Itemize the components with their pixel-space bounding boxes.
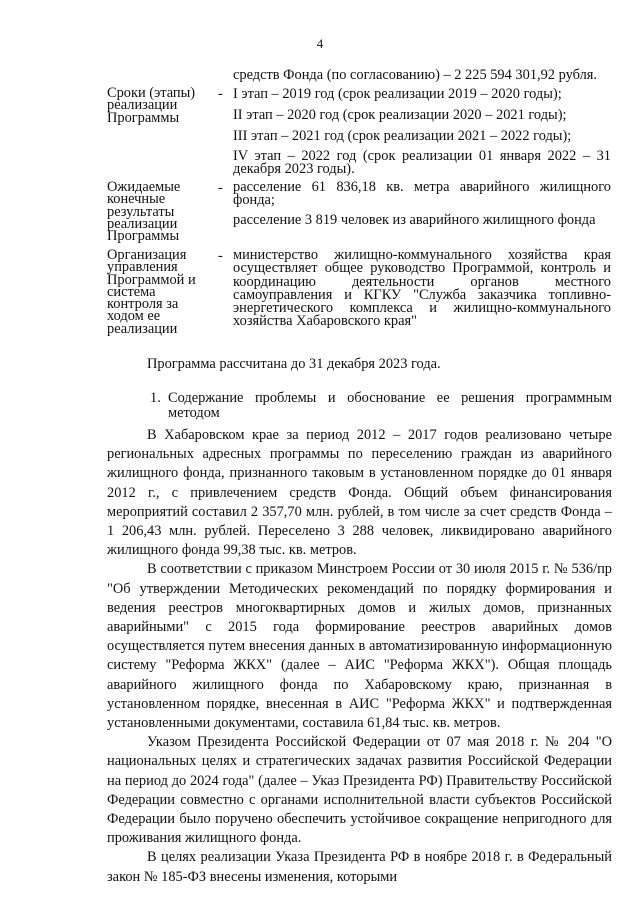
row-label: Организация управления Программой и система контроля за ходом ее реализации bbox=[107, 247, 196, 337]
section-title: Содержание проблемы и обоснование ее решения программным методом bbox=[168, 390, 612, 421]
stage-item: III этап – 2021 год (срок реализации 2021 – 2022 годы); bbox=[233, 128, 572, 144]
row-dash: - bbox=[218, 86, 223, 102]
stage-item: II этап – 2020 год (срок реализации 2020 – 2021 годы); bbox=[233, 107, 567, 123]
row-values bbox=[233, 87, 611, 182]
result-item: расселение 61 836,18 кв. метра аварийного жилищного фонда; bbox=[233, 179, 611, 208]
row-label: Сроки (этапы) реализации Программы bbox=[107, 85, 196, 126]
program-end: Программа рассчитана до 31 декабря 2023 года. bbox=[147, 356, 441, 372]
paragraph: В Хабаровском крае за период 2012 – 2017 годов реализовано четыре региональных адресных программы по переселению граждан из аварийного жилищного фонда, признанного таковым в установленном порядке до 01 января 2012 г., с привлечением средств Фонда. Общий объем финансирования мероприятий составил 2 357,70 млн. рублей, в том числе за счет средств Фонда – 1 206,43 млн. рублей. Переселено 3 288 человек, ликвидировано аварийного жилищного фонда 99,38 тыс. кв. метров. bbox=[107, 427, 612, 559]
program-end-line bbox=[107, 355, 612, 374]
paragraph: Указом Президента Российской Федерации от 07 мая 2018 г. № 204 "О национальных целях и стратегических задачах развития Российской Федерации на период до 2024 года" (далее – Указ Президента РФ) Правительству Российской Федерации совместно с органами исполнительной власти субъектов Российской Федерации было поручено обеспечить устойчивое сокращение непригодного для проживания жилищного фонда. bbox=[107, 734, 612, 847]
row-dash: - bbox=[218, 248, 223, 264]
row-values bbox=[233, 249, 611, 335]
management-text: министерство жилищно-коммунального хозяйства края осуществляет общее руководство Программой, контроль и координацию деятельности органов местного самоуправления и КГКУ "Служба заказчика топливно-энергетического комплекса и жилищно-коммунального хозяйства Хабаровского края" bbox=[233, 247, 611, 330]
row-values bbox=[233, 181, 611, 234]
page-number: 4 bbox=[316, 36, 324, 51]
stage-item: I этап – 2019 год (срок реализации 2019 – 2020 годы); bbox=[233, 86, 562, 102]
row-dash: - bbox=[218, 180, 223, 196]
passport-table bbox=[107, 68, 612, 368]
result-item: расселение 3 819 человек из аварийного жилищного фонда bbox=[233, 212, 596, 228]
section-number: 1. bbox=[150, 390, 161, 406]
funding-continuation: средств Фонда (по согласованию) – 2 225 594 301,92 рубля. bbox=[233, 67, 597, 83]
paragraph: В целях реализации Указа Президента РФ в ноябре 2018 г. в Федеральный закон № 185-ФЗ внесены изменения, которыми bbox=[107, 849, 612, 885]
stage-item: IV этап – 2022 год (срок реализации 01 января 2022 – 31 декабря 2023 годы). bbox=[233, 148, 611, 177]
body-paragraphs bbox=[107, 426, 612, 887]
paragraph: В соответствии с приказом Минстроем России от 30 июля 2015 г. № 536/пр "Об утверждении Методических рекомендаций по порядку формирования и ведения реестров многоквартирных домов и жилых домов, признанных аварийными" с 2015 года формирование реестров аварийных домов осуществляется путем внесения данных в автоматизированную информационную систему "Реформа ЖКХ" (далее – АИС "Реформа ЖКХ"). Общая площадь аварийного жилищного фонда по Хабаровскому краю, признанная в установленном порядке, внесенная в АИС "Реформа ЖКХ" и подтвержденная установленными документами, составила 61,84 тыс. кв. метров. bbox=[107, 561, 612, 732]
row-label: Ожидаемые конечные результаты реализации Программы bbox=[107, 179, 181, 245]
